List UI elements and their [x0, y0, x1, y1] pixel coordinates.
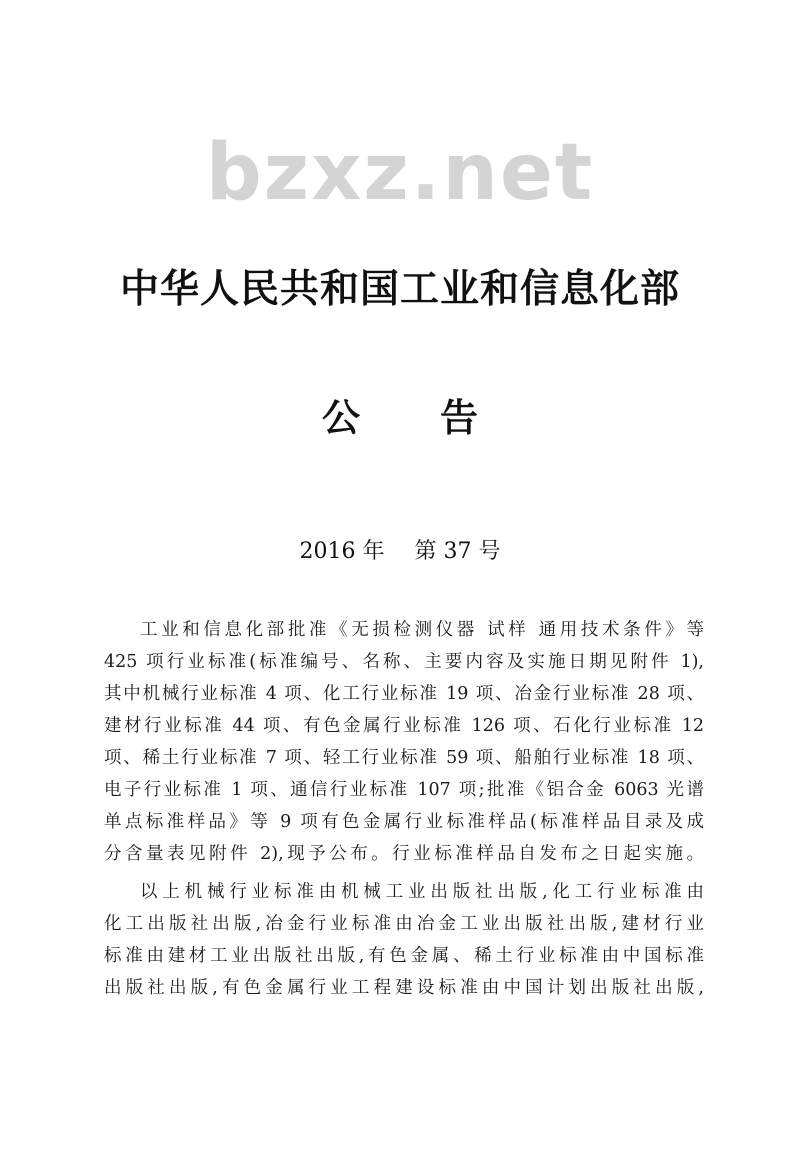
issue-line	[0, 532, 800, 572]
paragraph-1-line: 项、稀土行业标准 7 项、轻工行业标准 59 项、船舶行业标准 18 项、	[104, 748, 704, 768]
announcement-body	[104, 614, 704, 1004]
paragraph-2-line: 以上机械行业标准由机械工业出版社出版,化工行业标准由	[140, 882, 704, 902]
paragraph-1	[104, 614, 704, 870]
paragraph-1-line: 分含量表见附件 2),现予公布。行业标准样品自发布之日起实施。	[104, 844, 704, 864]
paragraph-1-line: 电子行业标准 1 项、通信行业标准 107 项;批准《铝合金 6063 光谱	[104, 780, 704, 800]
paragraph-2-line: 标准由建材工业出版社出版,有色金属、稀土行业标准由中国标准	[104, 946, 704, 966]
document-type-heading	[0, 390, 800, 446]
paragraph-2	[104, 876, 704, 1004]
doc-type-char-2: 告	[440, 396, 479, 440]
paragraph-1-line: 单点标准样品》等 9 项有色金属行业标准样品(标准样品目录及成	[104, 812, 704, 832]
paragraph-1-line: 工业和信息化部批准《无损检测仪器 试样 通用技术条件》等	[140, 620, 704, 640]
paragraph-1-line: 建材行业标准 44 项、有色金属行业标准 126 项、石化行业标准 12	[104, 716, 704, 736]
doc-type-char-1: 公	[321, 396, 360, 440]
ministry-title: 中华人民共和国工业和信息化部	[119, 267, 680, 312]
watermark-logo: bzxz.net	[205, 128, 595, 218]
paragraph-2-line: 出版社出版,有色金属行业工程建设标准由中国计划出版社出版,	[104, 978, 704, 998]
paragraph-1-line: 其中机械行业标准 4 项、化工行业标准 19 项、冶金行业标准 28 项、	[104, 684, 704, 704]
issue-year: 2016 年	[299, 539, 385, 564]
paragraph-1-line: 425 项行业标准(标准编号、名称、主要内容及实施日期见附件 1),	[104, 652, 704, 672]
issue-number: 第 37 号	[414, 539, 501, 564]
paragraph-2-line: 化工出版社出版,冶金行业标准由冶金工业出版社出版,建材行业	[104, 914, 704, 934]
